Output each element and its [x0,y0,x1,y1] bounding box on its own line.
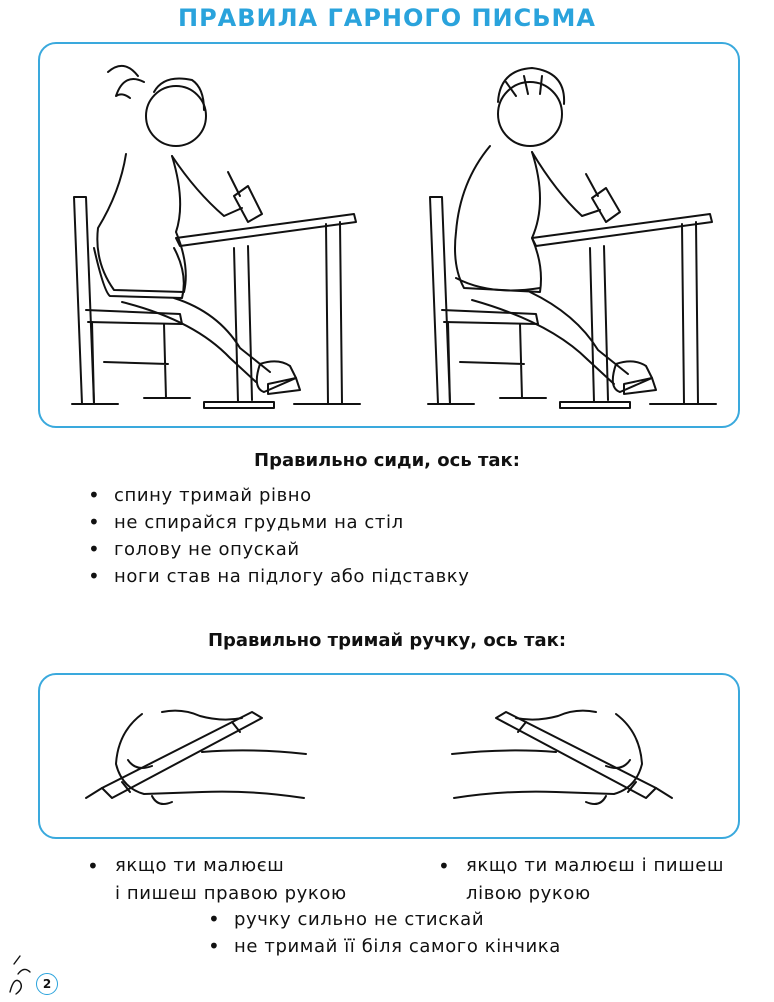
pen-tip-item: • ручку сильно не стискай [206,906,561,933]
sitting-rule-item: • не спирайся грудьми на стіл [86,509,470,536]
right-hand-note-line: і пишеш правою рукою [115,883,347,904]
sitting-heading: Правильно сиди, ось так: [254,450,520,471]
bullet-icon: • [87,854,100,878]
bullet-icon: • [438,854,451,878]
sitting-rule-item: • спину тримай рівно [86,482,470,509]
sitting-rule-item: • голову не опускай [86,536,470,563]
right-hand-pen-illustration [82,702,312,812]
sitting-rules-list [86,482,470,590]
left-hand-note-line: лівою рукою [466,883,591,904]
right-hand-note [87,852,347,908]
page-title: ПРАВИЛА ГАРНОГО ПИСЬМА [177,4,597,32]
left-hand-pen-illustration [446,702,676,812]
girl-at-desk-illustration [64,52,364,412]
pen-tip-item: • не тримай її біля самого кінчика [206,933,561,960]
boy-at-desk-illustration [420,52,720,412]
pen-heading: Правильно тримай ручку, ось так: [207,630,567,651]
right-hand-note-line: якщо ти малюєш [115,855,285,876]
sitting-rule-item: • ноги став на підлогу або підставку [86,563,470,590]
pen-tips-list [206,906,561,960]
page-number: 2 [36,973,58,995]
left-hand-note-line: якщо ти малюєш і пишеш [466,855,725,876]
left-hand-note [438,852,724,908]
